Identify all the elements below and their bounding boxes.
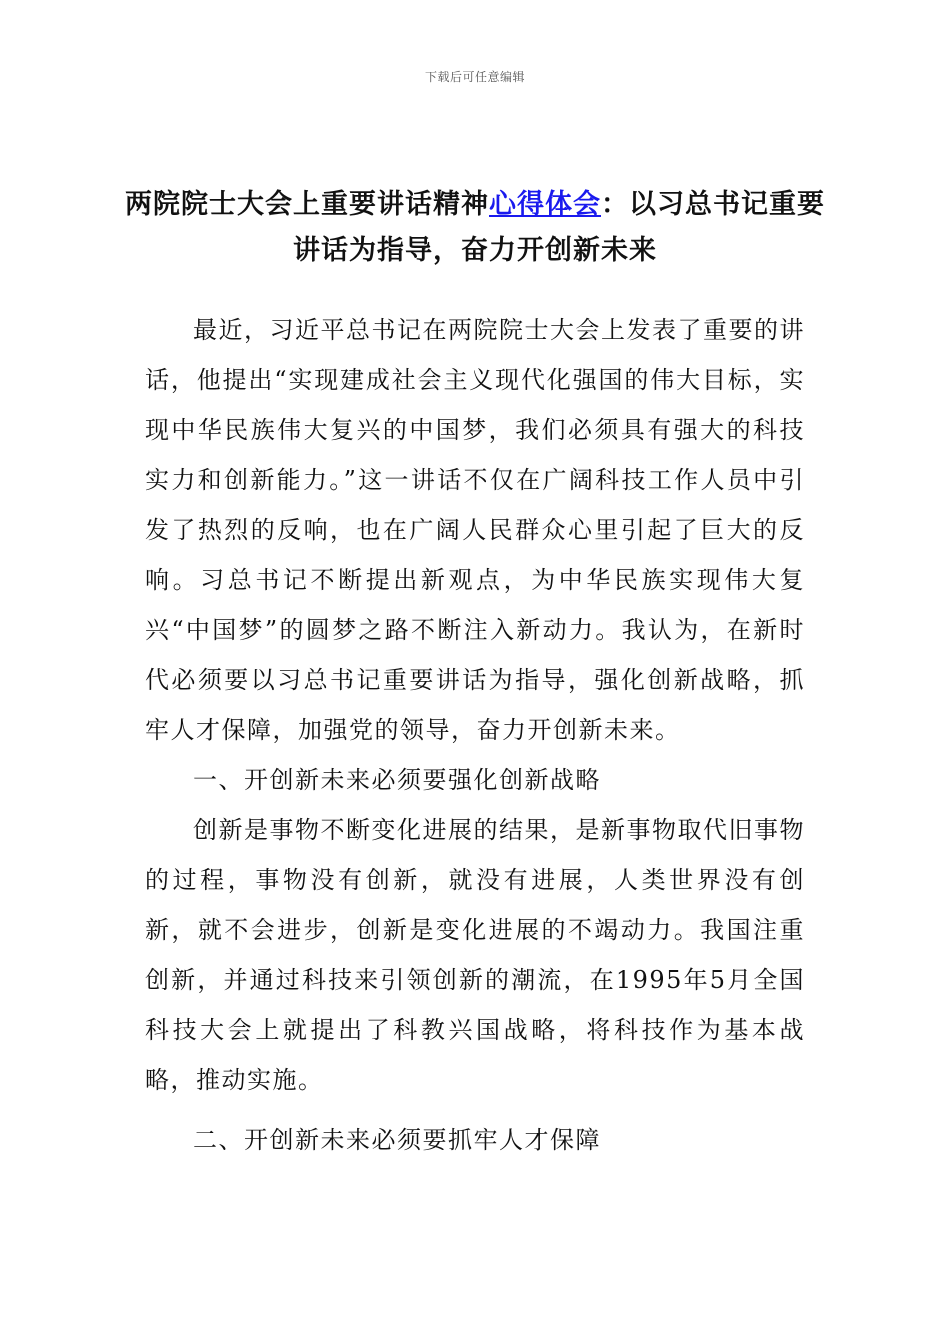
document-body	[145, 305, 805, 1165]
title-link[interactable]: 心得体会	[489, 189, 601, 220]
page-header-note: 下载后可任意编辑	[424, 70, 525, 84]
section-heading-1: 一、开创新未来必须要强化创新战略	[193, 766, 601, 794]
paragraph-innovation: 创新是事物不断变化进展的结果，是新事物取代旧事物的过程，事物没有创新，就没有进展，人类世界没有创新，就不会进步，创新是变化进展的不竭动力。我国注重创新，并通过科技来引领创新的潮流，在1995年5月全国科技大会上就提出了科教兴国战略，将科技作为基本战略，推动实施。	[145, 816, 805, 1094]
title-part-2: ：以习总书记重要讲话为指导，奋力开创新未来	[293, 189, 825, 266]
document-title	[120, 182, 830, 274]
section-heading-2: 二、开创新未来必须要抓牢人才保障	[193, 1126, 601, 1154]
paragraph-intro: 最近，习近平总书记在两院院士大会上发表了重要的讲话，他提出“实现建成社会主义现代化强国的伟大目标，实现中华民族伟大复兴的中国梦，我们必须具有强大的科技实力和创新能力。”这一讲话不仅在广阔科技工作人员中引发了热烈的反响，也在广阔人民群众心里引起了巨大的反响。习总书记不断提出新观点，为中华民族实现伟大复兴“中国梦”的圆梦之路不断注入新动力。我认为，在新时代必须要以习总书记重要讲话为指导，强化创新战略，抓牢人才保障，加强党的领导，奋力开创新未来。	[145, 316, 805, 744]
title-part-1: 两院院士大会上重要讲话精神	[125, 189, 489, 220]
